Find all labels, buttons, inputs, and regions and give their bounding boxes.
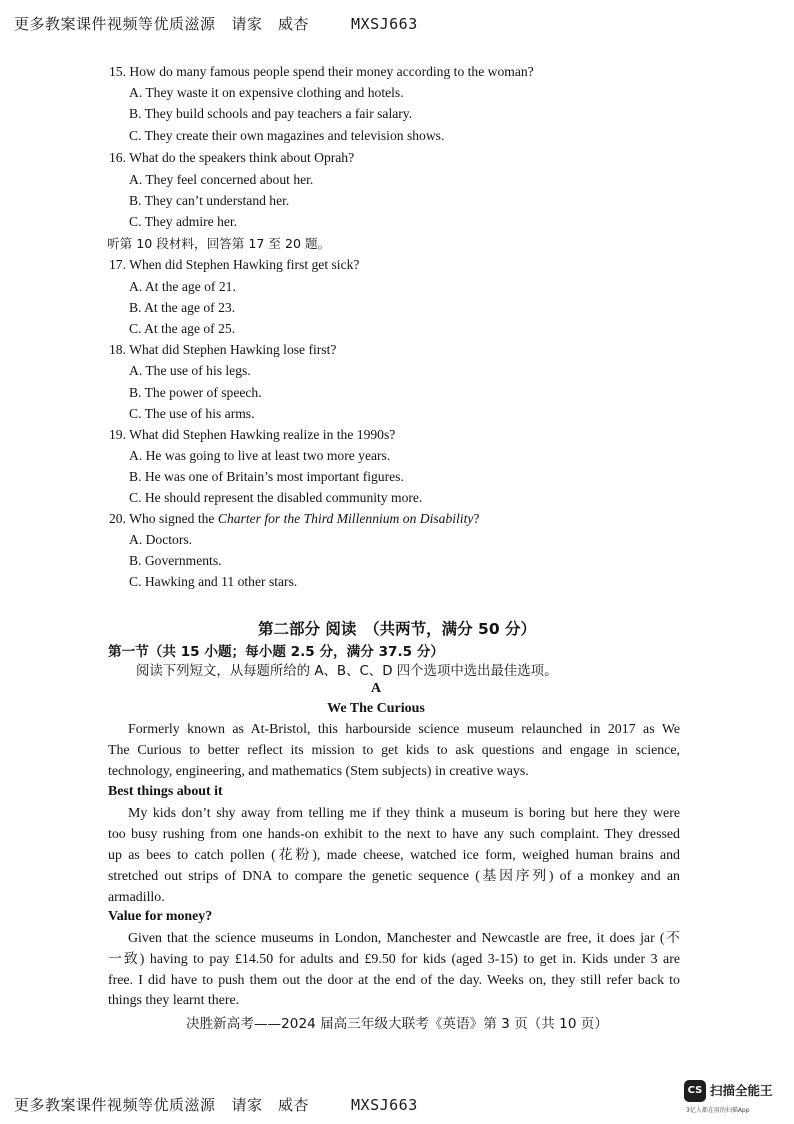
q18-option-a: A. The use of his legs. <box>129 363 251 378</box>
passage-title: We The Curious <box>327 701 425 716</box>
para1-line-2: too busy rushing from one hands-on exhibit to the next to have any such complaint. They dressed <box>108 827 680 842</box>
para1-line-1: My kids don’t shy away from telling me if they think a museum is boring but here they were <box>128 806 680 821</box>
bottom-middle-text: 请家 威杏 <box>231 1096 310 1114</box>
question-20 <box>109 510 479 527</box>
page-footer: 决胜新高考——2024 届高三年级大联考《英语》第 3 页（共 10 页） <box>186 1016 608 1032</box>
q20-charter-title: Charter for the Third Millennium on Disability <box>217 511 474 526</box>
q17-option-c: C. At the age of 25. <box>129 321 236 336</box>
q17-option-a: A. At the age of 21. <box>129 279 236 294</box>
heading-value-for-money: Value for money? <box>108 909 213 924</box>
q15-option-b: B. They build schools and pay teachers a fair salary. <box>129 106 413 121</box>
para2-line-2: 一致) having to pay £14.50 for adults and £9.50 for kids (aged 3-15) to get in. Kids under 3 are <box>108 952 680 967</box>
q16-option-b: B. They can’t understand her. <box>129 193 290 208</box>
header-middle-text: 请家 威杏 <box>231 15 310 33</box>
q19-option-a: A. He was going to live at least two more years. <box>129 448 391 463</box>
intro-line-3: technology, engineering, and mathematics (Stem subjects) in creative ways. <box>108 764 529 779</box>
q16-option-a: A. They feel concerned about her. <box>129 172 314 187</box>
para1-line-4: stretched out strips of DNA to compare the genetic sequence (基因序列) of a monkey and an <box>108 869 680 884</box>
camscanner-tagline: 3亿人都在用的扫描App <box>686 1107 750 1114</box>
passage-letter: A <box>370 681 382 696</box>
question-15: 15. How do many famous people spend their money according to the woman? <box>109 64 534 79</box>
q16-option-c: C. They admire her. <box>129 214 238 229</box>
q19-option-c: C. He should represent the disabled community more. <box>129 490 423 505</box>
q15-option-a: A. They waste it on expensive clothing and hotels. <box>129 85 404 100</box>
camscanner-logo <box>684 1078 794 1118</box>
bottom-left-text: 更多教案课件视频等优质滋源 <box>14 1096 216 1114</box>
subsection-title: 第一节（共 15 小题；每小题 2.5 分，满分 37.5 分） <box>108 644 445 660</box>
question-17: 17. When did Stephen Hawking first get sick? <box>109 257 360 272</box>
q18-option-b: B. The power of speech. <box>129 385 262 400</box>
q20-prefix: 20. Who signed the <box>109 511 218 526</box>
question-19: 19. What did Stephen Hawking realize in the 1990s? <box>109 427 396 442</box>
reading-instruction: 阅读下列短文，从每题所给的 A、B、C、D 四个选项中选出最佳选项。 <box>136 664 558 679</box>
q20-option-a: A. Doctors. <box>129 532 193 547</box>
para1-line-5: armadillo. <box>108 890 165 905</box>
para2-line-1: Given that the science museums in London, Manchester and Newcastle are free, it does jar (不 <box>128 931 680 946</box>
q19-option-b: B. He was one of Britain’s most important figures. <box>129 469 404 484</box>
header-left-text: 更多教案课件视频等优质滋源 <box>14 15 216 33</box>
section-title: 第二部分 阅读 （共两节，满分 50 分） <box>257 620 536 638</box>
intro-line-1: Formerly known as At-Bristol, this harbourside science museum relaunched in 2017 as We <box>128 722 680 737</box>
listening-instruction-note: 听第 10 段材料，回答第 17 至 20 题。 <box>107 236 331 251</box>
q15-option-c: C. They create their own magazines and television shows. <box>129 128 445 143</box>
q17-option-b: B. At the age of 23. <box>129 300 236 315</box>
bottom-watermark-header <box>14 1094 418 1115</box>
question-18: 18. What did Stephen Hawking lose first? <box>109 342 337 357</box>
heading-best-things: Best things about it <box>108 784 223 799</box>
para2-line-4: things they learnt there. <box>108 993 240 1008</box>
question-16: 16. What do the speakers think about Oprah? <box>109 150 355 165</box>
q18-option-c: C. The use of his arms. <box>129 406 255 421</box>
para1-line-3: up as bees to catch pollen (花粉), made cheese, watched ice form, weighed human brains and <box>108 848 680 863</box>
camscanner-icon: CS <box>684 1080 706 1102</box>
bottom-code: MXSJ663 <box>351 1096 418 1114</box>
q20-option-c: C. Hawking and 11 other stars. <box>129 574 298 589</box>
top-watermark-header <box>14 13 418 34</box>
q20-suffix: ? <box>473 511 480 526</box>
camscanner-name: 扫描全能王 <box>710 1083 773 1098</box>
intro-line-2: The Curious to better reflect its mission to get kids to ask questions and engage in science, <box>108 743 680 758</box>
para2-line-3: free. I did have to push them out the door at the end of the day. Weeks on, they still refer back to <box>108 973 680 988</box>
q20-option-b: B. Governments. <box>129 553 222 568</box>
header-code: MXSJ663 <box>351 15 418 33</box>
